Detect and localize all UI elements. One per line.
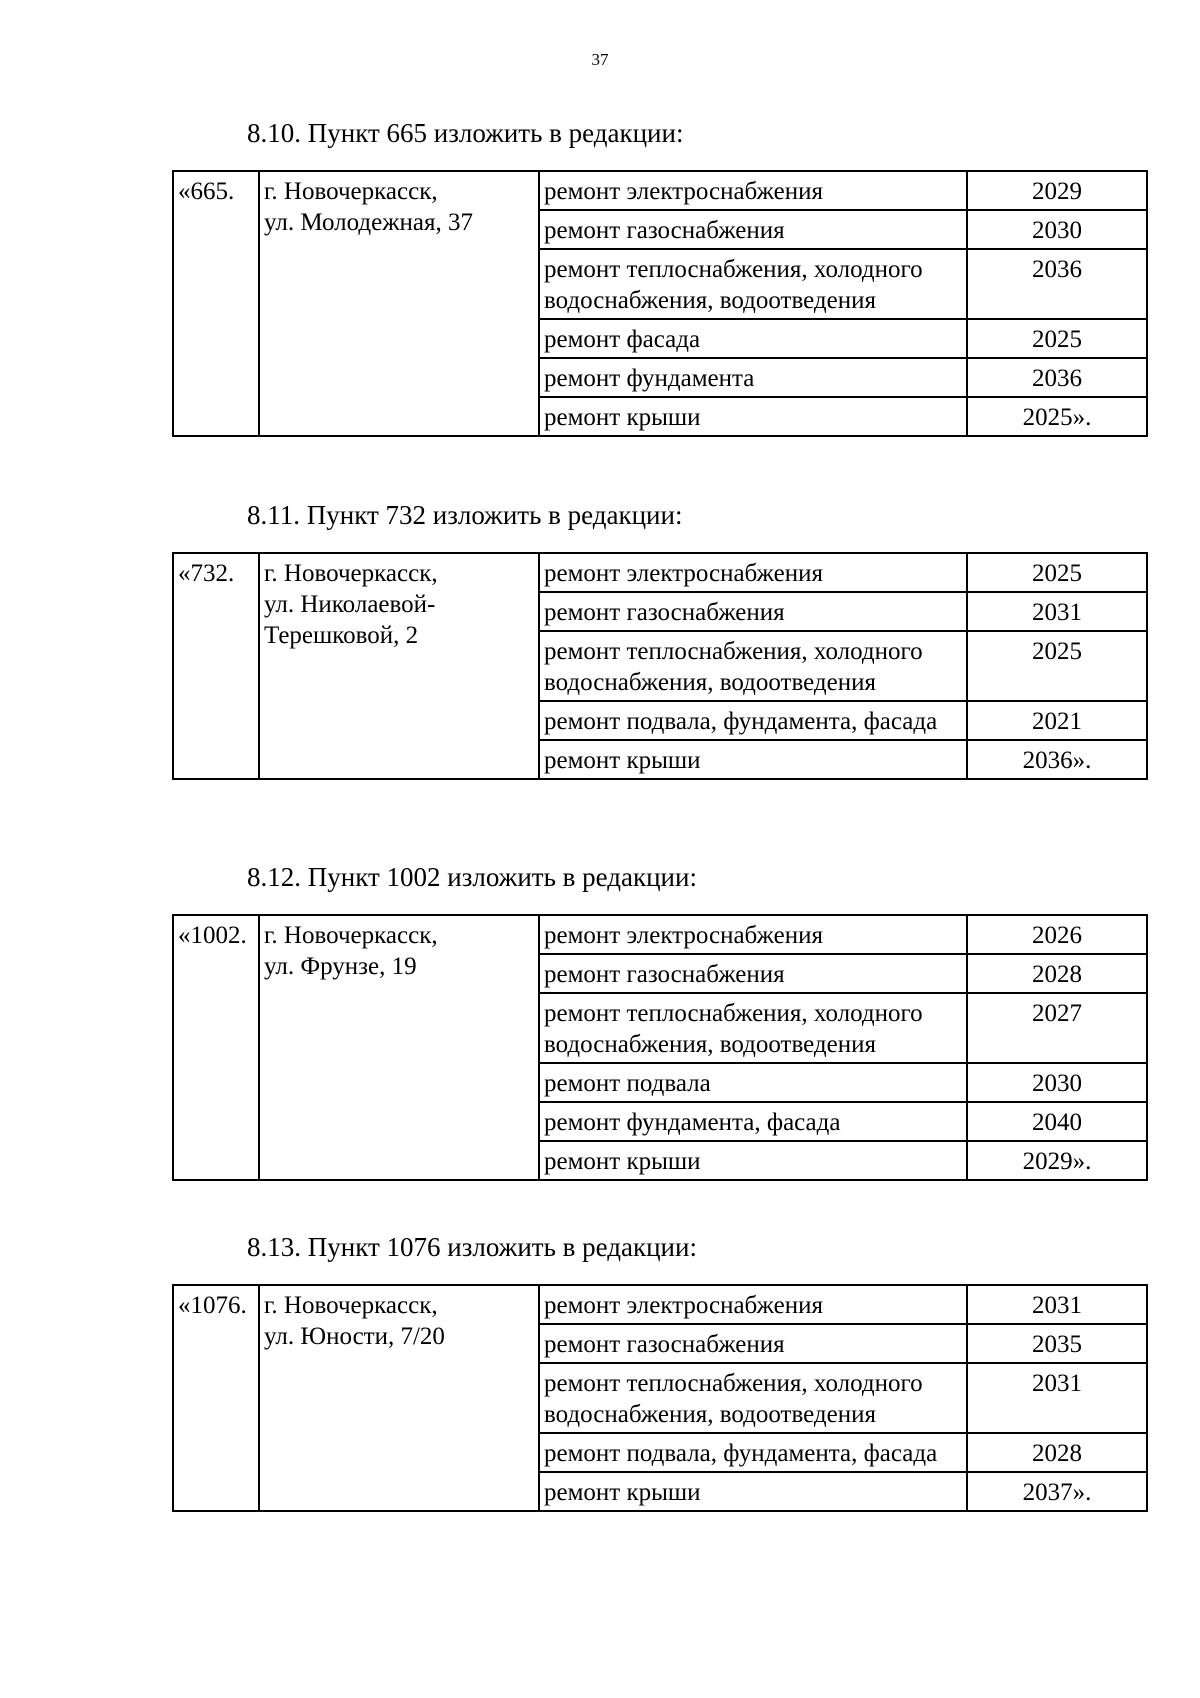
- work-type: ремонт теплоснабжения, холодного водоснабжения, водоотведения: [539, 1363, 967, 1433]
- work-type: ремонт крыши: [539, 1472, 967, 1511]
- work-year: 2031: [967, 1363, 1147, 1433]
- work-type: ремонт фундамента: [539, 358, 967, 397]
- work-type: ремонт газоснабжения: [539, 1324, 967, 1363]
- section-title: 8.11. Пункт 732 изложить в редакции:: [247, 500, 683, 530]
- work-year: 2025: [967, 319, 1147, 358]
- work-year: 2028: [967, 1433, 1147, 1472]
- work-type: ремонт электроснабжения: [539, 171, 967, 210]
- address-line: Терешковой, 2: [264, 622, 419, 649]
- address-cell: [259, 171, 539, 436]
- work-year: 2027: [967, 993, 1147, 1063]
- table-row: [173, 915, 1147, 954]
- item-number: «665.: [173, 171, 259, 436]
- address-line: г. Новочеркасск,: [264, 922, 438, 949]
- address-cell: [259, 553, 539, 779]
- item-number: «732.: [173, 553, 259, 779]
- work-year: 2036: [967, 249, 1147, 319]
- table-row: [173, 553, 1147, 592]
- address-line: ул. Фрунзе, 19: [264, 953, 417, 980]
- address-line: ул. Молодежная, 37: [264, 209, 473, 236]
- work-year: 2025: [967, 553, 1147, 592]
- work-year: 2031: [967, 1285, 1147, 1324]
- address-line: ул. Юности, 7/20: [264, 1323, 445, 1350]
- item-number: «1076.: [173, 1285, 259, 1511]
- section-title: 8.13. Пункт 1076 изложить в редакции:: [247, 1232, 697, 1262]
- work-type: ремонт фасада: [539, 319, 967, 358]
- work-type: ремонт теплоснабжения, холодного водоснабжения, водоотведения: [539, 993, 967, 1063]
- amendment-table: [172, 914, 1148, 1181]
- work-type: ремонт крыши: [539, 397, 967, 436]
- table-row: [173, 1285, 1147, 1324]
- work-year: 2029».: [967, 1141, 1147, 1180]
- address-cell: [259, 1285, 539, 1511]
- item-number: «1002.: [173, 915, 259, 1180]
- work-year: 2040: [967, 1102, 1147, 1141]
- work-type: ремонт подвала, фундамента, фасада: [539, 701, 967, 740]
- work-type: ремонт газоснабжения: [539, 210, 967, 249]
- work-type: ремонт крыши: [539, 1141, 967, 1180]
- work-year: 2025».: [967, 397, 1147, 436]
- work-type: ремонт электроснабжения: [539, 1285, 967, 1324]
- work-type: ремонт подвала, фундамента, фасада: [539, 1433, 967, 1472]
- work-type: ремонт электроснабжения: [539, 553, 967, 592]
- work-year: 2021: [967, 701, 1147, 740]
- work-year: 2026: [967, 915, 1147, 954]
- page-number: 37: [591, 50, 609, 69]
- work-year: 2029: [967, 171, 1147, 210]
- section-title: 8.10. Пункт 665 изложить в редакции:: [247, 118, 684, 148]
- table-row: [173, 171, 1147, 210]
- amendment-table: [172, 170, 1148, 437]
- work-year: 2037».: [967, 1472, 1147, 1511]
- work-type: ремонт газоснабжения: [539, 954, 967, 993]
- work-type: ремонт теплоснабжения, холодного водоснабжения, водоотведения: [539, 631, 967, 701]
- work-year: 2025: [967, 631, 1147, 701]
- work-type: ремонт подвала: [539, 1063, 967, 1102]
- section-title: 8.12. Пункт 1002 изложить в редакции:: [247, 862, 697, 892]
- work-type: ремонт крыши: [539, 740, 967, 779]
- address-line: ул. Николаевой-: [264, 591, 436, 618]
- work-type: ремонт теплоснабжения, холодного водоснабжения, водоотведения: [539, 249, 967, 319]
- amendment-table: [172, 552, 1148, 780]
- amendment-table: [172, 1284, 1148, 1512]
- work-year: 2028: [967, 954, 1147, 993]
- address-cell: [259, 915, 539, 1180]
- work-type: ремонт электроснабжения: [539, 915, 967, 954]
- work-type: ремонт фундамента, фасада: [539, 1102, 967, 1141]
- work-year: 2036».: [967, 740, 1147, 779]
- work-type: ремонт газоснабжения: [539, 592, 967, 631]
- address-line: г. Новочеркасск,: [264, 560, 438, 587]
- work-year: 2030: [967, 1063, 1147, 1102]
- work-year: 2036: [967, 358, 1147, 397]
- work-year: 2035: [967, 1324, 1147, 1363]
- work-year: 2030: [967, 210, 1147, 249]
- address-line: г. Новочеркасск,: [264, 178, 438, 205]
- work-year: 2031: [967, 592, 1147, 631]
- address-line: г. Новочеркасск,: [264, 1292, 438, 1319]
